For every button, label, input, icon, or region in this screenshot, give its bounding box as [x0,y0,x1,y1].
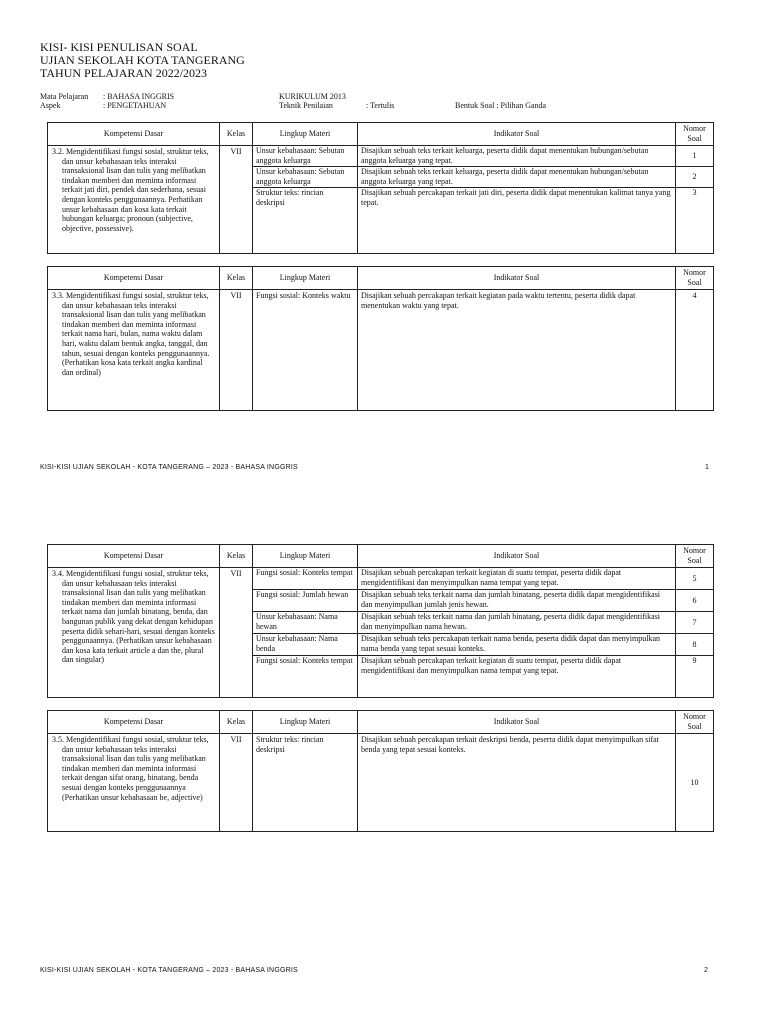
kelas-cell: VII [220,290,253,411]
footer-text-1: KISI-KISI UJIAN SEKOLAH - KOTA TANGERANG – 2023 - BAHASA INGGRIS [40,464,298,471]
mapel-label: Mata Pelajaran [40,92,89,101]
kurikulum: KURIKULUM 2013 [279,92,346,101]
title-line-1: KISI- KISI PENULISAN SOAL [40,40,198,54]
materi-cell: Struktur teks: rincian deskripsi [256,188,324,207]
nomor-cell: 9 [692,656,697,665]
nomor-cell: 3 [692,188,697,197]
title-line-2: UJIAN SEKOLAH KOTA TANGERANG [40,53,245,67]
nomor-cell: 1 [676,146,713,167]
kd-cell: 3.4. Mengidentifikasi fungsi sosial, struktur teks, dan unsur kebahasaan teks interaksi transaksional lisan dan tulis yang melibatkan tindakan memberi dan meminta informasi terkait nama dan jumlah binatang, benda, dan bangunan publik yang dekat dengan kehidupan peserta didik sehari-hari, sesuai dengan konteks penggunaannya. (Perhatikan unsur kebahasaan dan kosa kata terkait article a dan the, plural dan singular) [48,568,220,698]
indikator-cell: Disajikan sebuah teks terkait nama dan jumlah binatang, peserta didik dapat mengidentifikasi dan menyimpulkan nama hewan. [358,612,675,634]
aspek-value: : PENGETAHUAN [103,101,167,110]
materi-cell: Struktur teks: rincian deskripsi [253,734,358,832]
col-indikator: Indikator Soal [358,545,676,568]
col-kelas: Kelas [220,267,253,290]
kd-cell: 3.5. Mengidentifikasi fungsi sosial, struktur teks, dan unsur kebahasaan teks interaksi transaksional lisan dan tulis yang melibatkan tindakan memberi dan meminta informasi terkait dengan sifat orang, binatang, benda sesuai dengan konteks penggunaannya (Perhatikan unsur kebahasaan be, adjective) [48,734,220,832]
col-nomor: Nomor Soal [676,545,714,568]
col-kelas: Kelas [220,123,253,146]
nomor-cell: 6 [676,590,713,612]
materi-cell: Unsur kebahasaan: Sebutan anggota keluarga [253,167,357,188]
indikator-cell: Disajikan sebuah teks terkait keluarga, peserta didik dapat menentukan hubungan/sebutan anggota keluarga yang tepat. [358,146,675,167]
materi-cell: Unsur kebahasaan: Nama hewan [253,612,357,634]
kisi-table-1 [47,122,714,254]
nomor-cell: 7 [676,612,713,634]
col-indikator: Indikator Soal [358,711,676,734]
mapel-value: : BAHASA INGGRIS [103,92,175,101]
footer-text-2: KISI-KISI UJIAN SEKOLAH - KOTA TANGERANG – 2023 - BAHASA INGGRIS [40,967,298,974]
title-line-3: TAHUN PELAJARAN 2022/2023 [40,66,208,80]
col-kd: Kompetensi Dasar [48,711,220,734]
col-nomor: Nomor Soal [676,711,714,734]
col-materi: Lingkup Materi [253,267,358,290]
col-kd: Kompetensi Dasar [48,545,220,568]
nomor-cell: 4 [676,290,714,411]
kisi-table-2 [47,266,714,411]
col-kelas: Kelas [220,545,253,568]
kelas-cell: VII [220,568,253,698]
col-materi: Lingkup Materi [253,711,358,734]
kelas-cell: VII [220,146,253,254]
indikator-cell: Disajikan sebuah teks terkait keluarga, peserta didik dapat menentukan hubungan/sebutan anggota keluarga yang tepat. [358,167,675,188]
materi-cell: Unsur kebahasaan: Nama benda [253,634,357,656]
indikator-cell: Disajikan sebuah teks percakapan terkait nama benda, peserta didik dapat dan menyimpulkan nama benda yang tepat sesuai konteks. [358,634,675,656]
col-kd: Kompetensi Dasar [48,267,220,290]
materi-cell: Unsur kebahasaan: Sebutan anggota keluarga [253,146,357,167]
materi-cell: Fungsi sosial: Konteks tempat [253,568,357,590]
materi-cell: Fungsi sosial: Jumlah hewan [253,590,357,612]
indikator-cell: Disajikan sebuah percakapan terkait kegiatan pada waktu tertentu, peserta didik dapat menentukan waktu yang tepat. [358,290,676,411]
document-title [40,41,245,80]
aspek-label: Aspek [40,101,61,110]
indikator-cell: Disajikan sebuah teks terkait nama dan jumlah binatang, peserta didik dapat mengidentifikasi dan menyimpulkan jumlah jenis hewan. [358,590,675,612]
kd-cell: 3.3. Mengidentifikasi fungsi sosial, struktur teks, dan unsur kebahasaan teks interaksi transaksional lisan dan tulis yang melibatkan tindakan memberi dan meminta informasi terkait nama hari, bulan, nama waktu dalam hari, waktu dalam bentuk angka, tanggal, dan tahun, sesuai dengan konteks penggunaannya. (Perhatikan kosa kata terkait angka kardinal dan ordinal) [48,290,220,411]
col-kelas: Kelas [220,711,253,734]
page-number-1: 1 [705,464,710,471]
indikator-cell: Disajikan sebuah percakapan terkait kegiatan di suatu tempat, peserta didik dapat mengidentifikasi dan menyimpulkan nama tempat yang tepat. [361,656,622,675]
bentuk-soal: Bentuk Soal : Pilihan Ganda [455,101,547,110]
kd-cell: 3.2. Mengidentifikasi fungsi sosial, struktur teks, dan unsur kebahasaan teks interaksi transaksional lisan dan tulis yang melibatkan tindakan memberi dan meminta informasi terkait jati diri, pendek dan sederhana, sesuai dengan konteks penggunaannya. Perhatikan unsur kebahasaan dan kosa kata terkait hubungan keluarga; pronoun (subjective, objective, possessive). [48,146,220,254]
materi-cell: Fungsi sosial: Konteks waktu [253,290,358,411]
col-nomor: Nomor Soal [676,123,714,146]
teknik-label: Teknik Penilaian [279,101,333,110]
nomor-cell: 5 [676,568,713,590]
col-materi: Lingkup Materi [253,545,358,568]
kisi-table-4 [47,710,714,832]
kelas-cell: VII [220,734,253,832]
page-number-2: 2 [704,967,709,974]
indikator-cell: Disajikan sebuah percakapan terkait deskripsi benda, peserta didik dapat menyimpulkan sifat benda yang tepat sesuai konteks. [358,734,676,832]
kisi-table-3 [47,544,714,698]
nomor-cell: 8 [676,634,713,656]
col-indikator: Indikator Soal [358,267,676,290]
col-kd: Kompetensi Dasar [48,123,220,146]
col-nomor: Nomor Soal [676,267,714,290]
teknik-value: : Tertulis [366,101,395,110]
nomor-cell: 2 [676,167,713,188]
nomor-cell: 10 [676,734,714,832]
materi-cell: Fungsi sosial: Konteks tempat [256,656,353,665]
indikator-cell: Disajikan sebuah percakapan terkait jati diri, peserta didik dapat menentukan kalimat tanya yang tepat. [361,188,671,207]
indikator-cell: Disajikan sebuah percakapan terkait kegiatan di suatu tempat, peserta didik dapat mengidentifikasi dan menyimpulkan nama tempat yang tepat. [358,568,675,590]
col-materi: Lingkup Materi [253,123,358,146]
col-indikator: Indikator Soal [358,123,676,146]
